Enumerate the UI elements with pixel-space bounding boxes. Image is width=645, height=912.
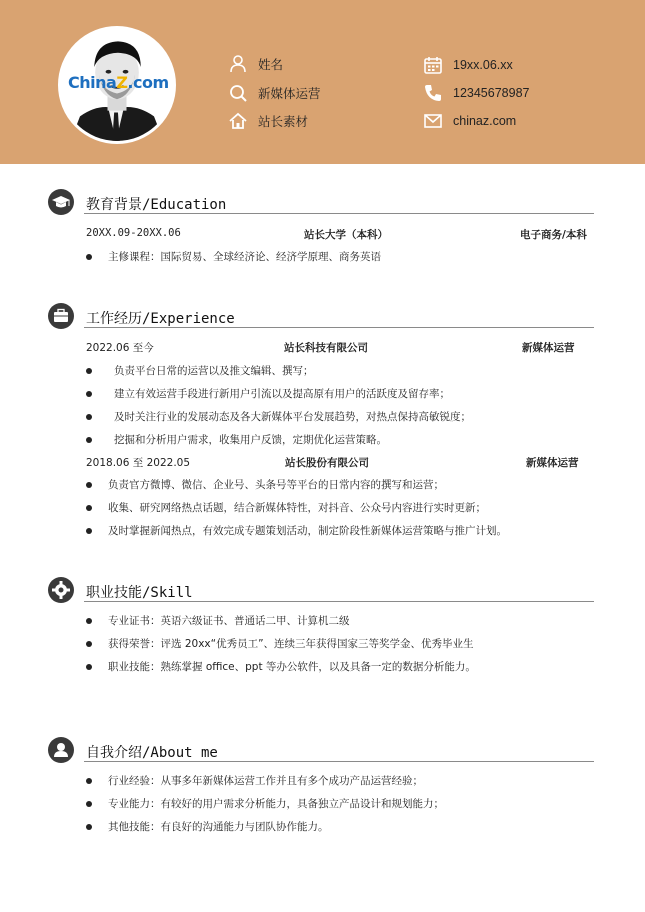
phone-text: 12345678987 (453, 86, 530, 100)
watermark-logo: ChinaZ.com (68, 73, 169, 92)
mail-icon (423, 111, 443, 131)
job-company: 站长股份有限公司 (285, 457, 369, 469)
skills-title: 职业技能/Skill (86, 585, 193, 601)
divider (84, 601, 594, 602)
job-company: 站长科技有限公司 (284, 342, 368, 354)
skills-section-header (48, 577, 594, 603)
graduation-cap-icon (48, 189, 74, 215)
birth-row (423, 55, 513, 75)
name-text: 姓名 (258, 58, 284, 72)
email-text: chinaz.com (453, 114, 517, 128)
job-period: 2018.06 至 2022.05 (86, 457, 191, 469)
source-text: 站长素材 (258, 115, 309, 129)
birth-text: 19xx.06.xx (453, 58, 513, 72)
name-row (228, 54, 283, 74)
about-section-header (48, 737, 594, 763)
divider (84, 327, 594, 328)
search-icon (228, 83, 248, 103)
user-icon (48, 737, 74, 763)
job-period: 2022.06 至今 (86, 342, 154, 354)
avatar (58, 26, 176, 144)
edu-period: 20XX.09-20XX.06 (86, 227, 181, 239)
education-title: 教育背景/Education (86, 197, 227, 213)
source-row (228, 111, 308, 131)
header-band (0, 0, 645, 164)
phone-icon (423, 83, 443, 103)
job-role: 新媒体运营 (526, 457, 579, 469)
email-row (423, 111, 516, 131)
job-row (228, 83, 321, 103)
phone-row (423, 83, 529, 103)
edu-school: 站长大学（本科） (304, 229, 388, 241)
experience-section-header (48, 303, 594, 329)
person-icon (228, 54, 248, 74)
edu-major: 电子商务/本科 (520, 229, 587, 241)
about-title: 自我介绍/About me (86, 745, 218, 761)
calendar-icon (423, 55, 443, 75)
divider (84, 213, 594, 214)
gear-icon (48, 577, 74, 603)
briefcase-icon (48, 303, 74, 329)
home-icon (228, 111, 248, 131)
experience-title: 工作经历/Experience (86, 311, 235, 327)
job-text: 新媒体运营 (258, 87, 321, 101)
job-role: 新媒体运营 (522, 342, 575, 354)
education-section-header (48, 189, 594, 215)
divider (84, 761, 594, 762)
